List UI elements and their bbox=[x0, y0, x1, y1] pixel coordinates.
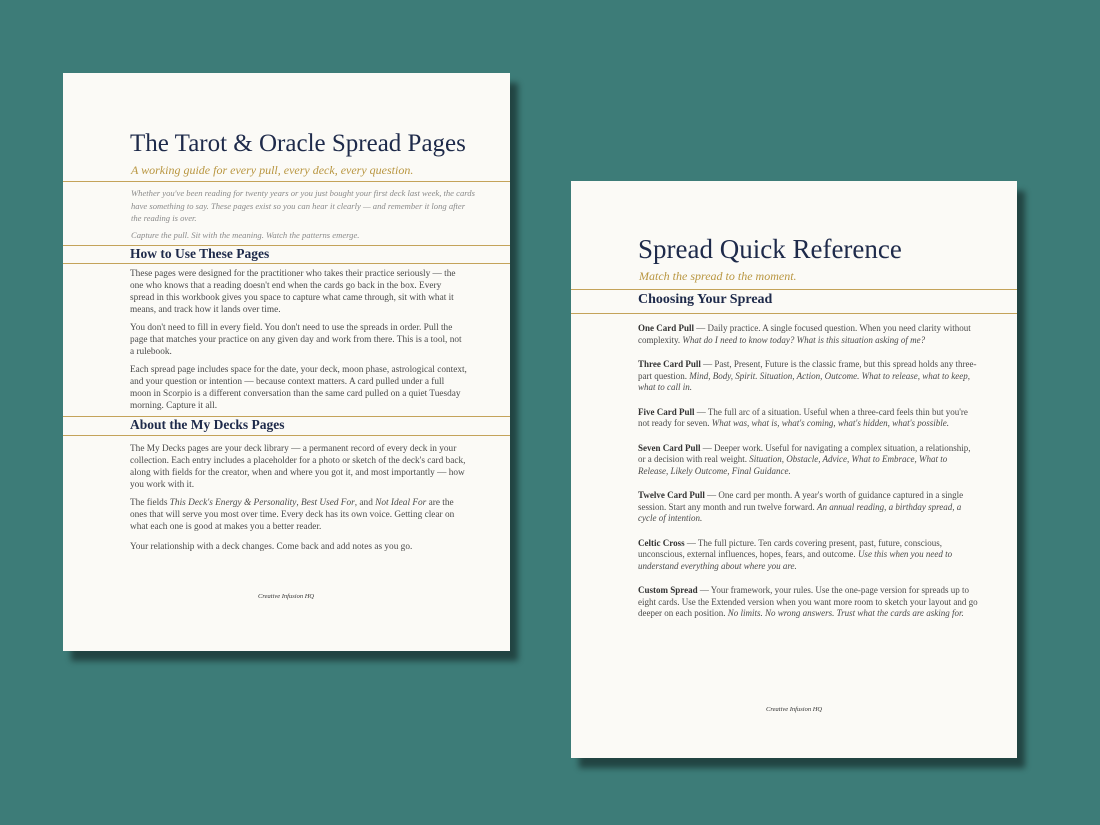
text-span: , and bbox=[354, 498, 376, 508]
spread-example: Mind, Body, Spirit. Situation, Action, Outcome. What to release, what to keep, what to call in. bbox=[638, 370, 970, 392]
spread-description: — Your framework, your rules. Use the one-page version for spreads up to eight cards. Use the Extended version when you want more room to sketch your layout and go deeper on each position. bbox=[638, 585, 978, 618]
paragraph: Your relationship with a deck changes. Come back and add notes as you go. bbox=[130, 542, 413, 552]
document-page-right bbox=[571, 181, 1017, 758]
section-heading-choosing-spread: Choosing Your Spread bbox=[638, 292, 773, 307]
spread-description: — One card per month. A year's worth of guidance captured in a single session. Start any month and run twelve forward. bbox=[638, 490, 964, 512]
intro-paragraph: Whether you've been reading for twenty years or you just bought your first deck last week, the cards have something to say. These pages exist so you can hear it clearly — and remember it long after the reading is over. bbox=[131, 188, 475, 223]
spread-name: Five Card Pull bbox=[638, 406, 695, 417]
paragraph: These pages were designed for the practitioner who takes their practice seriously — the one who knows that a reading doesn't end when the cards go back in the box. Every spread in this workbook gives you space to capture what came through, sit with what it means, and track how it lands over time. bbox=[130, 269, 456, 315]
page-title: Spread Quick Reference bbox=[638, 234, 902, 264]
spread-description: — The full picture. Ten cards covering present, past, future, conscious, unconscious, external influences, hopes, fears, and outcome. bbox=[638, 537, 943, 559]
spread-example: What was, what is, what's coming, what's hidden, what's possible. bbox=[711, 418, 950, 428]
paragraph bbox=[130, 497, 467, 533]
divider-rule bbox=[63, 263, 510, 264]
text-span: , bbox=[296, 498, 302, 508]
page-footer: Creative Infusion HQ bbox=[258, 593, 315, 600]
divider-rule bbox=[571, 313, 1017, 314]
spread-reference-list bbox=[638, 323, 978, 633]
spread-name: Celtic Cross bbox=[638, 537, 685, 548]
page-subtitle: A working guide for every pull, every deck, every question. bbox=[131, 163, 414, 177]
spread-example: An annual reading, a birthday spread, a cycle of intention. bbox=[638, 501, 962, 523]
divider-rule bbox=[63, 181, 510, 182]
page-subtitle: Match the spread to the moment. bbox=[639, 269, 797, 283]
field-name: This Deck's Energy & Personality bbox=[169, 498, 297, 508]
spread-entry-three-card bbox=[638, 359, 978, 394]
spread-entry-one-card bbox=[638, 323, 978, 346]
divider-rule bbox=[571, 289, 1017, 290]
section-body-how-to-use bbox=[130, 268, 467, 418]
spread-example: No limits. No wrong answers. Trust what the cards are asking for. bbox=[727, 608, 964, 618]
spread-description: — The full arc of a situation. Useful when a three-card feels thin but you're not ready for seven. bbox=[638, 406, 968, 428]
spread-name: Three Card Pull bbox=[638, 359, 701, 369]
spread-description: — Past, Present, Future is the classic frame, but this spread holds any three-part question. bbox=[638, 359, 977, 381]
intro-tagline: Capture the pull. Sit with the meaning. Watch the patterns emerge. bbox=[131, 230, 360, 240]
spread-description: — Deeper work. Useful for navigating a complex situation, a relationship, or a decision with real weight. bbox=[638, 442, 971, 464]
spread-entry-custom bbox=[638, 585, 978, 620]
section-heading-how-to-use: How to Use These Pages bbox=[130, 246, 270, 261]
page-footer: Creative Infusion HQ bbox=[766, 706, 823, 713]
spread-name: One Card Pull bbox=[638, 323, 695, 333]
document-page-left bbox=[63, 73, 510, 651]
divider-rule bbox=[63, 435, 510, 436]
spread-entry-seven-card bbox=[638, 443, 978, 478]
spread-example: What do I need to know today? What is this situation asking of me? bbox=[682, 334, 926, 345]
paragraph: You don't need to fill in every field. You don't need to use the spreads in order. Pull the page that matches your practice on any given day and work from there. This is a tool, not a rulebook. bbox=[130, 323, 462, 357]
section-body-my-decks bbox=[130, 443, 467, 559]
spread-entry-five-card bbox=[638, 407, 978, 430]
spread-name: Seven Card Pull bbox=[638, 442, 701, 453]
paragraph: The My Decks pages are your deck library — a permanent record of every deck in your collection. Each entry includes a placeholder for a photo or sketch of the deck's card back, along with fields for the creator, when and where you got it, and most importantly — how you work with it. bbox=[130, 444, 466, 490]
paragraph: Each spread page includes space for the date, your deck, moon phase, astrological context, and your question or intention — because context matters. A card pulled under a full moon in Scorpio is a different conversation than the same card pulled on a quiet Tuesday morning. Capture it all. bbox=[130, 365, 467, 411]
spread-name: Custom Spread bbox=[638, 585, 698, 595]
text-span: are the ones that will serve you most over time. Every deck has its own voice. Getting clear on what each one is good at makes you a better reader. bbox=[130, 498, 455, 532]
spread-entry-twelve-card bbox=[638, 490, 978, 525]
page-title: The Tarot & Oracle Spread Pages bbox=[130, 130, 466, 157]
section-heading-my-decks: About the My Decks Pages bbox=[130, 417, 285, 432]
spread-name: Twelve Card Pull bbox=[638, 490, 705, 500]
spread-example: Use this when you need to understand everything about where you are. bbox=[638, 549, 953, 571]
field-name: Not Ideal For bbox=[375, 498, 427, 508]
spread-example: Situation, Obstacle, Advice, What to Embrace, What to Release, Likely Outcome, Final Guidance. bbox=[638, 454, 948, 476]
spread-entry-celtic-cross bbox=[638, 538, 978, 573]
spread-description: — Daily practice. A single focused question. When you need clarity without complexity. bbox=[638, 323, 971, 345]
field-name: Best Used For bbox=[301, 498, 355, 508]
text-span: The fields bbox=[130, 498, 170, 508]
